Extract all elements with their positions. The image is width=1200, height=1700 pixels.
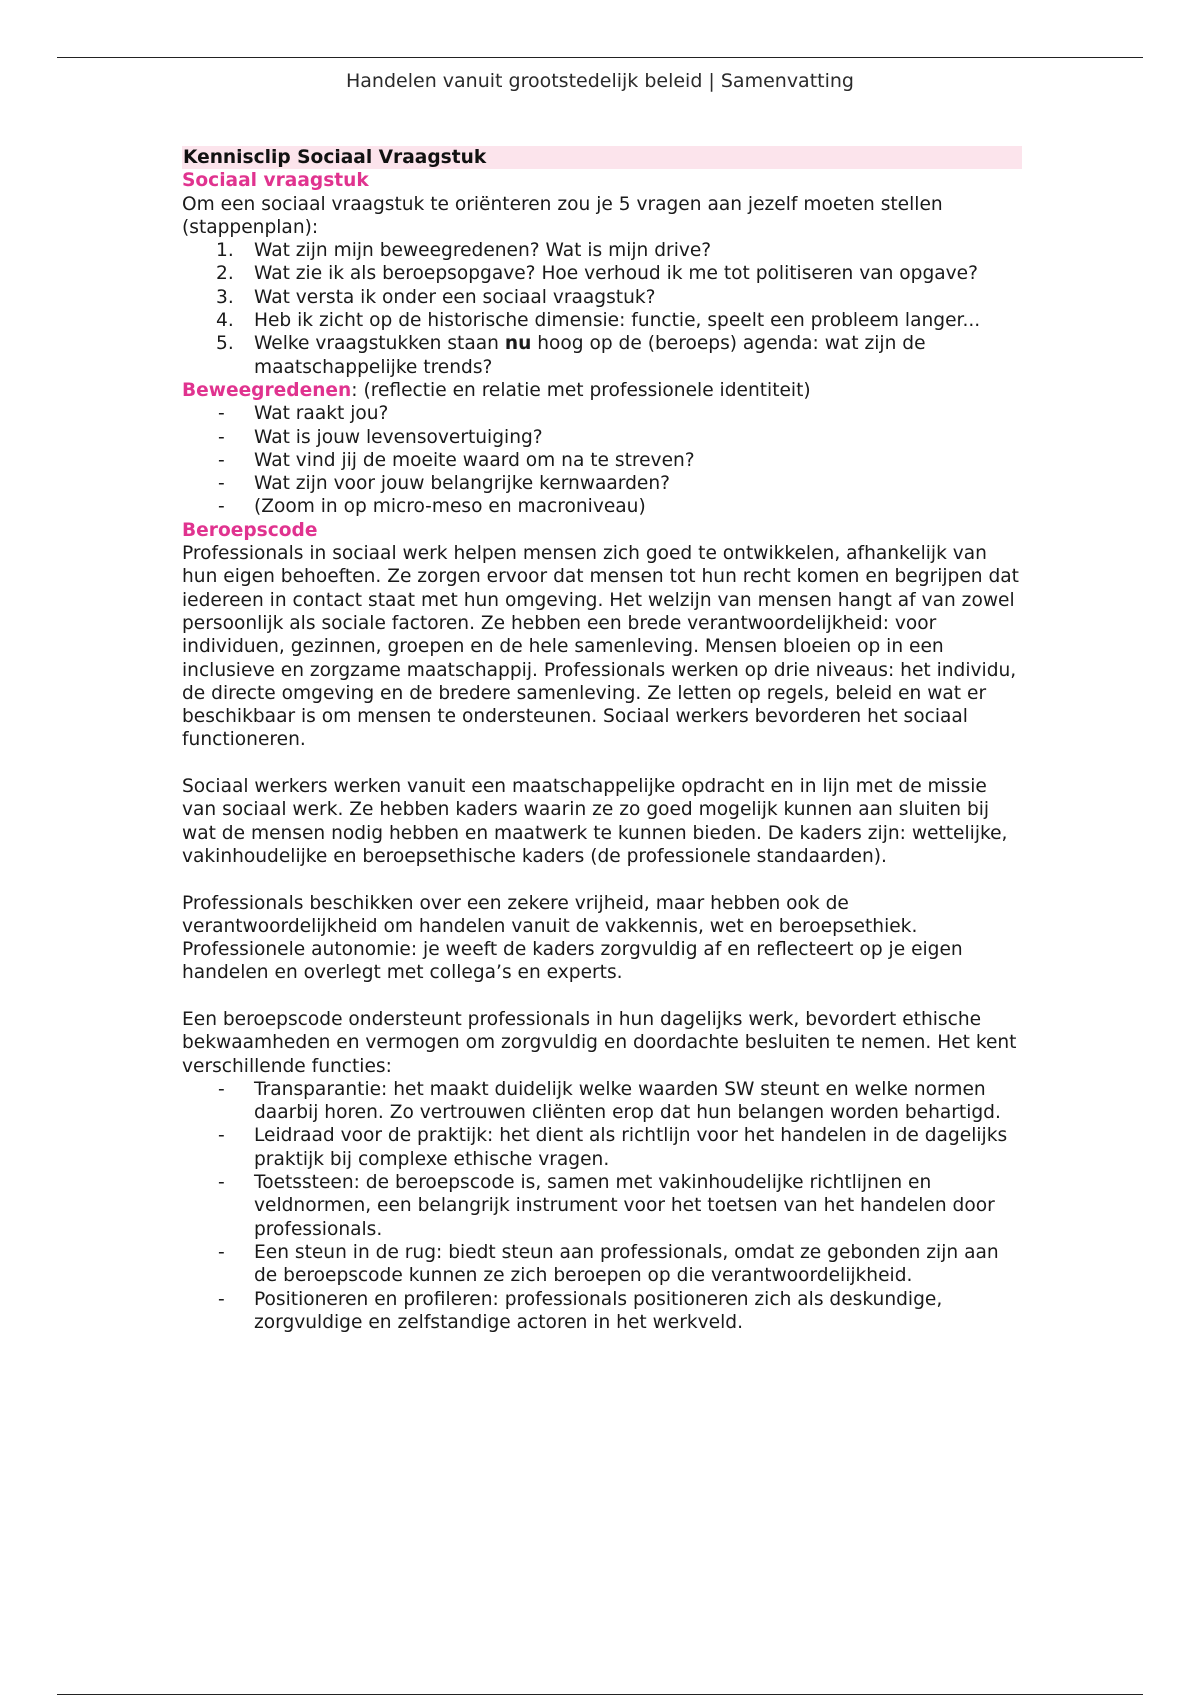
beweegredenen-list bbox=[182, 402, 1022, 518]
list-item: - Wat zijn voor jouw belangrijke kernwaarden? bbox=[218, 473, 671, 495]
list-item: - Leidraad voor de praktijk: het dient als richtlijn voor het handelen in de dagelijks praktijk bij complexe ethische vragen. bbox=[218, 1125, 1008, 1170]
list-item: 3. Wat versta ik onder een sociaal vraagstuk? bbox=[216, 286, 656, 308]
page-header: Handelen vanuit grootstedelijk beleid | Samenvatting bbox=[346, 70, 854, 92]
document-title: Kennisclip Sociaal Vraagstuk bbox=[182, 146, 1022, 169]
heading-sociaal-vraagstuk: Sociaal vraagstuk bbox=[182, 170, 369, 192]
intro-paragraph: Om een sociaal vraagstuk te oriënteren zou je 5 vragen aan jezelf moeten stellen (stappenplan): bbox=[182, 193, 943, 238]
list-item: - Wat is jouw levensovertuiging? bbox=[218, 426, 543, 448]
header-rule bbox=[57, 57, 1143, 58]
beroepscode-paragraph-2: Sociaal werkers werken vanuit een maatschappelijke opdracht en in lijn met de missie van sociaal werk. Ze hebben kaders waarin ze zo goed mogelijk kunnen aan sluiten bij wat de mensen nodig hebben en maatwerk te kunnen bieden. De kaders zijn: wettelijke, vakinhoudelijke en beroepsethische kaders (de professionele standaarden). bbox=[182, 776, 1008, 867]
functions-list bbox=[182, 1078, 1022, 1334]
list-item: 4. Heb ik zicht op de historische dimensie: functie, speelt een probleem langer... bbox=[216, 310, 981, 332]
heading-beweegredenen: Beweegredenen bbox=[182, 379, 352, 401]
list-item: - (Zoom in op micro-meso en macroniveau) bbox=[218, 496, 646, 518]
list-item: - Wat vind jij de moeite waard om na te streven? bbox=[218, 449, 695, 471]
document-body bbox=[182, 146, 1022, 1334]
footer-rule bbox=[57, 1694, 1143, 1695]
list-item: - Een steun in de rug: biedt steun aan professionals, omdat ze gebonden zijn aan de beroepscode kunnen ze zich beroepen op die verantwoordelijkheid. bbox=[218, 1241, 999, 1287]
steps-list bbox=[182, 239, 1022, 379]
list-item: 1. Wat zijn mijn beweegredenen? Wat is mijn drive? bbox=[216, 240, 712, 262]
beroepscode-paragraph-1: Professionals in sociaal werk helpen mensen zich goed te ontwikkelen, afhankelijk van hun eigen behoeften. Ze zorgen ervoor dat mensen tot hun recht komen en begrijpen dat iedereen in contact staat met hun omgeving. Het welzijn van mensen hangt af van zowel persoonlijk als sociale factoren. Ze hebben een brede verantwoordelijkheid: voor individuen, gezinnen, groepen en de hele samenleving. Mensen bloeien op in een inclusieve en zorgzame maatschappij. Professionals werken op drie niveaus: het individu, de directe omgeving en de bredere samenleving. Ze letten op regels, beleid en wat er beschikbaar is om mensen te ondersteunen. Sociaal werkers bevorderen het sociaal functioneren. bbox=[182, 543, 1019, 751]
list-item: - Wat raakt jou? bbox=[218, 403, 389, 425]
beweegredenen-line: Beweegredenen: (reflectie en relatie met professionele identiteit) bbox=[182, 379, 811, 401]
list-item: 2. Wat zie ik als beroepsopgave? Hoe verhoud ik me tot politiseren van opgave? bbox=[216, 263, 978, 285]
beroepscode-paragraph-4: Een beroepscode ondersteunt professionals in hun dagelijks werk, bevordert ethische bekwaamheden en vermogen om zorgvuldig en doordachte besluiten te nemen. Het kent verschillende functies: bbox=[182, 1008, 1017, 1077]
list-item: - Toetssteen: de beroepscode is, samen met vakinhoudelijke richtlijnen en veldnormen, een belangrijk instrument voor het toetsen van het handelen door professionals. bbox=[218, 1172, 995, 1240]
list-item: - Transparantie: het maakt duidelijk welke waarden SW steunt en welke normen daarbij horen. Zo vertrouwen cliënten erop dat hun belangen worden behartigd. bbox=[218, 1078, 1001, 1124]
list-item: 5. Welke vraagstukken staan nu hoog op de (beroeps) agenda: wat zijn de maatschappelijke trends? bbox=[216, 333, 926, 378]
beroepscode-paragraph-3: Professionals beschikken over een zekere vrijheid, maar hebben ook de verantwoordelijkheid om handelen vanuit de vakkennis, wet en beroepsethiek. Professionele autonomie: je weeft de kaders zorgvuldig af en reflecteert op je eigen handelen en overlegt met collega’s en experts. bbox=[182, 892, 963, 984]
heading-beroepscode: Beroepscode bbox=[182, 519, 318, 541]
list-item: - Positioneren en profileren: professionals positioneren zich als deskundige, zorgvuldige en zelfstandige actoren in het werkveld. bbox=[218, 1288, 943, 1333]
